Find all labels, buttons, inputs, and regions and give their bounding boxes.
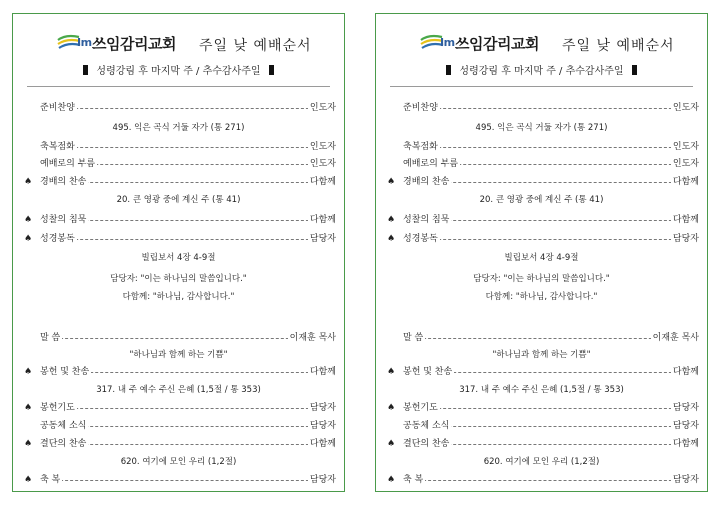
- order-item-leader: 다함께: [309, 215, 336, 225]
- church-name-part2: 감리교회: [119, 35, 176, 53]
- order-item: [23, 157, 336, 171]
- leader-dots: [40, 480, 334, 481]
- spade-icon: ♠: [23, 177, 33, 187]
- service-detail-line: 담당자: "이는 하나님의 말씀입니다.": [110, 274, 247, 284]
- order-item-label: 축 복: [403, 475, 424, 485]
- subtitle: [376, 62, 707, 76]
- leader-dots: [403, 108, 697, 109]
- leader-dots: [403, 147, 697, 148]
- service-detail-line: 495. 익은 곡식 거둘 자가 (통 271): [475, 123, 608, 133]
- order-item-leader: 다함께: [672, 215, 699, 225]
- subtitle-bar-left: [83, 65, 88, 75]
- subtitle-bar-right: [632, 65, 637, 75]
- divider: [390, 86, 693, 87]
- order-item-leader: 인도자: [309, 159, 336, 169]
- order-item-leader: 담당자: [309, 234, 336, 244]
- service-detail-line: 다함께: "하나님, 감사합니다.": [485, 292, 598, 302]
- order-item-label: 축 복: [40, 475, 61, 485]
- service-detail-line: 620. 여기에 모인 우리 (1,2절): [483, 457, 600, 467]
- church-name-part1: 쓰임: [92, 35, 120, 53]
- order-item-label: 예배로의 부름: [40, 159, 96, 169]
- order-item-leader: 다함께: [672, 439, 699, 449]
- order-item-leader: 다함께: [672, 177, 699, 187]
- order-item-leader: 담당자: [672, 234, 699, 244]
- order-item-leader: 담당자: [309, 421, 336, 431]
- order-item-label: 봉헌기도: [403, 403, 438, 413]
- order-item: [23, 401, 336, 415]
- subtitle-text: 성령강림 후 마지막 주 / 추수감사주일: [96, 66, 261, 77]
- order-item-leader: 담당자: [672, 403, 699, 413]
- order-item-label: 축복점화: [403, 142, 438, 152]
- service-detail-line: 다함께: "하나님, 감사합니다.": [122, 292, 235, 302]
- subtitle-bar-right: [269, 65, 274, 75]
- service-detail-line: 빌립보서 4장 4-9절: [504, 253, 579, 263]
- spade-icon: ♠: [386, 475, 396, 485]
- bulletin-left: [12, 13, 345, 492]
- logo-im-text: Im: [77, 36, 92, 49]
- order-item-label: 봉헌기도: [40, 403, 75, 413]
- order-item: [386, 232, 699, 246]
- order-item: [23, 365, 336, 379]
- order-item-leader: 인도자: [309, 142, 336, 152]
- spade-icon: ♠: [386, 234, 396, 244]
- order-item-label: 결단의 찬송: [403, 439, 450, 449]
- order-item-leader: 담당자: [672, 421, 699, 431]
- service-title: 주일 낮 예배순서: [562, 38, 675, 54]
- service-detail-line: 20. 큰 영광 중에 계신 주 (통 41): [116, 195, 241, 205]
- order-item-label: 경배의 찬송: [403, 177, 450, 187]
- leader-dots: [403, 239, 697, 240]
- order-item: [386, 157, 699, 171]
- service-detail-line: 20. 큰 영광 중에 계신 주 (통 41): [479, 195, 604, 205]
- service-detail-line: 317. 내 주 예수 주신 은혜 (1,5절 / 통 353): [459, 385, 624, 395]
- bulletin-header: [376, 30, 707, 58]
- spade-icon: ♠: [386, 367, 396, 377]
- order-item-label: 성경봉독: [40, 234, 75, 244]
- order-item-leader: 담당자: [672, 475, 699, 485]
- order-item: [23, 437, 336, 451]
- order-item-label: 말 씀: [40, 333, 61, 343]
- spade-icon: ♠: [23, 475, 33, 485]
- order-item: [386, 437, 699, 451]
- divider: [27, 86, 330, 87]
- order-item: [386, 331, 699, 345]
- order-item: [386, 213, 699, 227]
- order-item-label: 봉헌 및 찬송: [40, 367, 90, 377]
- church-name-part1: 쓰임: [455, 35, 483, 53]
- church-name-part2: 감리교회: [482, 35, 539, 53]
- order-item-leader: 담당자: [309, 403, 336, 413]
- order-item: [23, 419, 336, 433]
- order-item: [386, 473, 699, 487]
- leader-dots: [40, 408, 334, 409]
- order-item: [23, 213, 336, 227]
- subtitle-bar-left: [446, 65, 451, 75]
- spade-icon: ♠: [386, 403, 396, 413]
- subtitle: [13, 62, 344, 76]
- order-item-label: 성찰의 침묵: [403, 215, 450, 225]
- order-item-label: 경배의 찬송: [40, 177, 87, 187]
- order-item: [386, 140, 699, 154]
- order-item-leader: 다함께: [309, 177, 336, 187]
- service-detail-line: 620. 여기에 모인 우리 (1,2절): [120, 457, 237, 467]
- service-detail-line: 495. 익은 곡식 거둘 자가 (통 271): [112, 123, 245, 133]
- order-item-label: 준비찬양: [403, 103, 438, 113]
- order-item-leader: 이재훈 목사: [289, 333, 336, 343]
- order-item-leader: 담당자: [309, 475, 336, 485]
- leader-dots: [403, 408, 697, 409]
- order-item-label: 준비찬양: [40, 103, 75, 113]
- leader-dots: [40, 147, 334, 148]
- service-detail-line: "하나님과 함께 하는 기쁨": [492, 350, 591, 360]
- order-item: [386, 401, 699, 415]
- spade-icon: ♠: [386, 439, 396, 449]
- order-item: [23, 331, 336, 345]
- order-item-leader: 다함께: [309, 367, 336, 377]
- order-item-leader: 인도자: [672, 142, 699, 152]
- order-item-leader: 인도자: [672, 103, 699, 113]
- logo-im-text: Im: [440, 36, 455, 49]
- order-item: [23, 232, 336, 246]
- spade-icon: ♠: [23, 215, 33, 225]
- leader-dots: [40, 239, 334, 240]
- church-logo: [57, 32, 176, 56]
- service-title: 주일 낮 예배순서: [199, 38, 312, 54]
- order-item-label: 결단의 찬송: [40, 439, 87, 449]
- service-detail-line: 담당자: "이는 하나님의 말씀입니다.": [473, 274, 610, 284]
- order-item: [386, 101, 699, 115]
- order-item-label: 봉헌 및 찬송: [403, 367, 453, 377]
- bulletin-right: [375, 13, 708, 492]
- order-item-label: 공동체 소식: [403, 421, 450, 431]
- church-name: [92, 33, 176, 54]
- spade-icon: ♠: [23, 367, 33, 377]
- service-detail-line: "하나님과 함께 하는 기쁨": [129, 350, 228, 360]
- order-item-label: 예배로의 부름: [403, 159, 459, 169]
- order-item: [23, 101, 336, 115]
- order-item-label: 성경봉독: [403, 234, 438, 244]
- spade-icon: ♠: [23, 403, 33, 413]
- order-item-leader: 인도자: [672, 159, 699, 169]
- order-item-leader: 이재훈 목사: [652, 333, 699, 343]
- order-item: [23, 140, 336, 154]
- order-item-leader: 다함께: [309, 439, 336, 449]
- order-item-label: 말 씀: [403, 333, 424, 343]
- order-item-label: 축복점화: [40, 142, 75, 152]
- church-logo: [420, 32, 539, 56]
- order-item-label: 공동체 소식: [40, 421, 87, 431]
- leader-dots: [40, 108, 334, 109]
- order-item-label: 성찰의 침묵: [40, 215, 87, 225]
- leader-dots: [403, 480, 697, 481]
- bulletin-header: [13, 30, 344, 58]
- service-detail-line: 빌립보서 4장 4-9절: [141, 253, 216, 263]
- order-item: [386, 175, 699, 189]
- church-name: [455, 33, 539, 54]
- order-item-leader: 인도자: [309, 103, 336, 113]
- order-item-leader: 다함께: [672, 367, 699, 377]
- order-item: [23, 175, 336, 189]
- spade-icon: ♠: [23, 234, 33, 244]
- service-detail-line: 317. 내 주 예수 주신 은혜 (1,5절 / 통 353): [96, 385, 261, 395]
- order-item: [386, 419, 699, 433]
- spade-icon: ♠: [23, 439, 33, 449]
- subtitle-text: 성령강림 후 마지막 주 / 추수감사주일: [459, 66, 624, 77]
- order-item: [23, 473, 336, 487]
- order-item: [386, 365, 699, 379]
- spade-icon: ♠: [386, 215, 396, 225]
- spade-icon: ♠: [386, 177, 396, 187]
